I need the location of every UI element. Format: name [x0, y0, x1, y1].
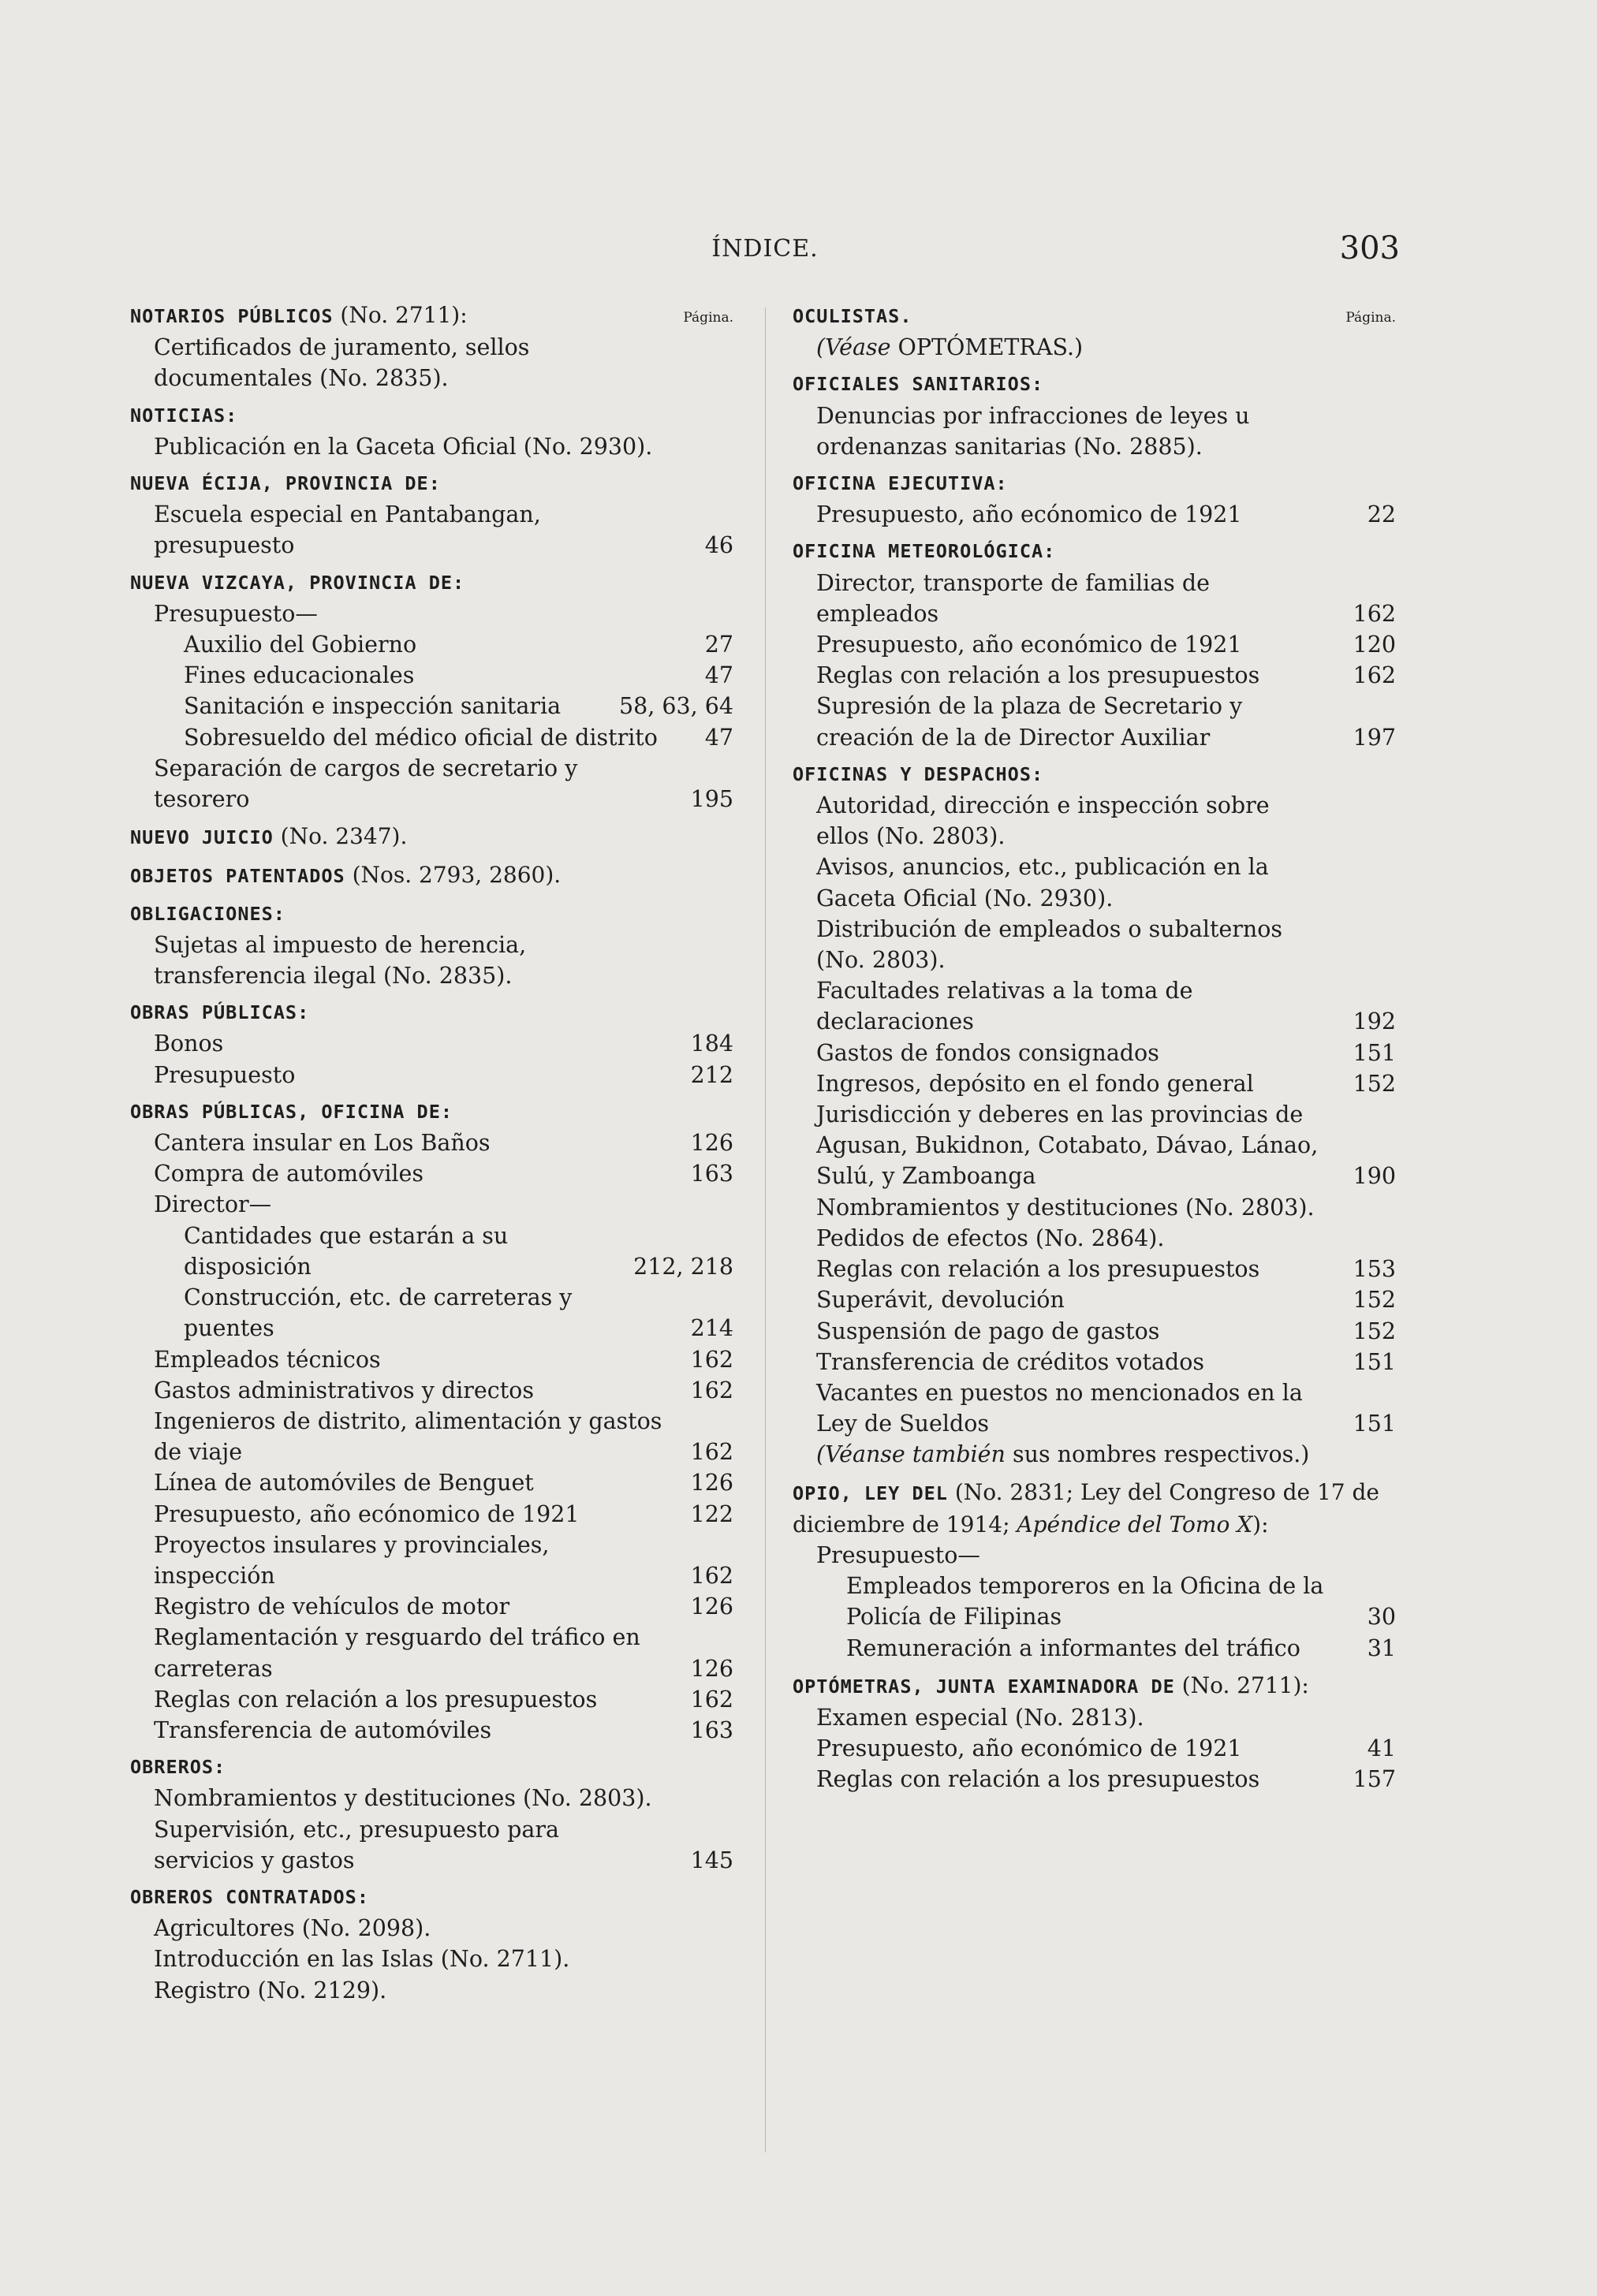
sub-heading: Director— — [154, 1191, 272, 1218]
entry-heading: OPIO, LEY DEL — [793, 1482, 948, 1504]
index-item: Denuncias por infracciones de leyes u ordenanzas sanitarias (No. 2885). — [816, 402, 1250, 460]
sub-heading: Presupuesto— — [816, 1541, 980, 1568]
entry-heading: OFICINA METEOROLÓGICA: — [793, 540, 1056, 563]
entry-heading: OBREROS: — [130, 1756, 226, 1779]
index-item: Director, transporte de familias de empleados 162 — [816, 569, 1396, 627]
index-column-left — [130, 300, 733, 2012]
index-item: Presupuesto, año económico de 1921 41 — [816, 1735, 1396, 1762]
index-item: Presupuesto, año ecónomico de 1921 22 — [816, 501, 1396, 528]
index-column-right — [793, 300, 1396, 1802]
entry-heading: NOTICIAS: — [130, 404, 238, 427]
index-item: Pedidos de efectos (No. 2864). — [816, 1224, 1165, 1251]
index-item: Bonos 184 — [154, 1031, 733, 1057]
index-item: Fines educacionales 47 — [184, 662, 733, 689]
index-item: Ingenieros de distrito, alimentación y gastos de viaje 162 — [154, 1407, 733, 1466]
index-entry — [130, 1882, 733, 2006]
index-entry — [793, 759, 1396, 1470]
index-entry: NUEVO JUICIO (No. 2347). — [130, 823, 408, 850]
index-item: Ingresos, depósito en el fondo general 152 — [816, 1070, 1396, 1097]
see-also-note: (Véanse también sus nombres respectivos.) — [816, 1441, 1310, 1468]
index-entry — [130, 997, 733, 1090]
index-item: Sujetas al impuesto de herencia, transferencia ilegal (No. 2835). — [154, 931, 527, 990]
index-item: Presupuesto, año económico de 1921 120 — [816, 632, 1396, 658]
index-item: Sobresueldo del médico oficial de distrito 47 — [184, 724, 733, 751]
index-item: Agricultores (No. 2098). — [154, 1915, 431, 1942]
index-item: Transferencia de créditos votados 151 — [816, 1348, 1396, 1375]
index-item: Vacantes en puestos no mencionados en la Ley de Sueldos 151 — [816, 1379, 1396, 1437]
index-item: Reglamentación y resguardo del tráfico en carreteras 126 — [154, 1624, 733, 1682]
index-item: Suspensión de pago de gastos 152 — [816, 1318, 1396, 1344]
index-item: Presupuesto 212 — [154, 1061, 733, 1088]
page-header — [130, 230, 1400, 282]
index-entry — [130, 1097, 733, 1746]
entry-heading: OBREROS CONTRATADOS: — [130, 1885, 369, 1908]
index-item: Escuela especial en Pantabangan, presupuesto 46 — [154, 501, 733, 559]
index-item: Remuneración a informantes del tráfico 31 — [846, 1634, 1396, 1661]
index-entry — [130, 568, 733, 815]
index-item: Autoridad, dirección e inspección sobre ellos (No. 2803). — [816, 792, 1270, 850]
index-item: Presupuesto, año ecónomico de 1921 122 — [154, 1500, 733, 1527]
index-entry — [130, 1752, 733, 1876]
index-entry — [793, 300, 1396, 363]
index-item: Cantera insular en Los Baños 126 — [154, 1130, 733, 1157]
index-item: Superávit, devolución 152 — [816, 1287, 1396, 1314]
index-item: Proyectos insulares y provinciales, inspección 162 — [154, 1531, 733, 1589]
index-item: Separación de cargos de secretario y tesorero 195 — [154, 755, 733, 813]
sub-heading: Presupuesto— — [154, 600, 318, 627]
entry-heading: OBRAS PÚBLICAS, OFICINA DE: — [130, 1100, 453, 1123]
index-item: Jurisdicción y deberes en las provincias de Agusan, Bukidnon, Cotabato, Dávao, Lánao, Sulú, y Zamboanga 190 — [816, 1101, 1396, 1190]
index-item: Empleados temporeros en la Oficina de la Policía de Filipinas 30 — [846, 1573, 1396, 1631]
page-number: 303 — [1339, 230, 1400, 266]
entry-heading: OFICINA EJECUTIVA: — [793, 472, 1008, 495]
entry-heading: OPTÓMETRAS, JUNTA EXAMINADORA DE — [793, 1675, 1175, 1698]
index-entry: OBJETOS PATENTADOS (Nos. 2793, 2860). — [130, 862, 562, 889]
index-item: Sanitación e inspección sanitaria 58, 63, 64 — [184, 693, 733, 720]
index-item: Transferencia de automóviles 163 — [154, 1716, 733, 1743]
index-item: Reglas con relación a los presupuestos 162 — [154, 1686, 733, 1713]
index-item: Supresión de la plaza de Secretario y creación de la de Director Auxiliar 197 — [816, 693, 1396, 751]
index-item: Distribución de empleados o subalternos (No. 2803). — [816, 915, 1283, 974]
index-item: Publicación en la Gaceta Oficial (No. 2930). — [154, 433, 653, 460]
index-item: Certificados de juramento, sellos documentales (No. 2835). — [154, 334, 530, 392]
entry-heading: NUEVO JUICIO — [130, 826, 274, 849]
index-item: Nombramientos y destituciones (No. 2803). — [816, 1194, 1315, 1221]
index-item: Línea de automóviles de Benguet 126 — [154, 1470, 733, 1496]
index-item: Cantidades que estarán a su disposición 212, 218 — [184, 1222, 733, 1280]
entry-heading: OBRAS PÚBLICAS: — [130, 1001, 310, 1024]
index-item: Introducción en las Islas (No. 2711). — [154, 1946, 570, 1973]
index-entry: OPIO, LEY DEL (No. 2831; Ley del Congreso de 17 de diciembre de 1914; Apéndice del Tomo X): Presupuesto— Empleados temporeros en la Oficina de la Policía de Filipinas 30 Remuneración a informantes del tráfico 31 — [793, 1477, 1396, 1664]
index-item: Reglas con relación a los presupuestos 162 — [816, 662, 1396, 689]
page-title: ÍNDICE. — [711, 235, 819, 263]
index-entry: OPTÓMETRAS, JUNTA EXAMINADORA DE (No. 2711): Examen especial (No. 2813). Presupuesto, año económico de 1921 41 Reglas con relación a los presupuestos 157 — [793, 1670, 1396, 1795]
entry-heading: OFICIALES SANITARIOS: — [793, 373, 1044, 396]
index-item: Compra de automóviles 163 — [154, 1161, 733, 1187]
index-item: Reglas con relación a los presupuestos 157 — [816, 1766, 1396, 1793]
see-reference: (Véase OPTÓMETRAS.) — [816, 334, 1084, 361]
index-item: Registro (No. 2129). — [154, 1977, 387, 2003]
index-item: Avisos, anuncios, etc., publicación en la Gaceta Oficial (No. 2930). — [816, 854, 1269, 911]
index-item: Supervisión, etc., presupuesto para servicios y gastos 145 — [154, 1816, 733, 1873]
column-divider — [765, 308, 766, 2152]
index-item: Empleados técnicos 162 — [154, 1346, 733, 1373]
index-item: Reglas con relación a los presupuestos 153 — [816, 1256, 1396, 1283]
index-entry — [130, 899, 733, 992]
index-entry — [130, 401, 733, 462]
index-entry — [793, 468, 1396, 530]
index-item: Registro de vehículos de motor 126 — [154, 1593, 733, 1620]
pagina-label: Página. — [683, 310, 733, 326]
entry-heading: OBLIGACIONES: — [130, 902, 285, 925]
index-item: Facultades relativas a la toma de declaraciones 192 — [816, 978, 1396, 1035]
entry-heading: OCULISTAS. — [793, 305, 912, 327]
index-entry — [793, 369, 1396, 462]
index-item: Construcción, etc. de carreteras y puentes 214 — [184, 1284, 733, 1342]
index-entry — [793, 536, 1396, 752]
index-item: Nombramientos y destituciones (No. 2803). — [154, 1785, 652, 1812]
pagina-label: Página. — [1345, 310, 1396, 326]
index-item: Examen especial (No. 2813). — [816, 1704, 1144, 1731]
index-entry: NOTARIOS PÚBLICOS (No. 2711): Página. Certificados de juramento, sellos documentales (No. 2835). — [130, 300, 733, 394]
entry-heading: OBJETOS PATENTADOS — [130, 865, 345, 888]
entry-heading: NUEVA VIZCAYA, PROVINCIA DE: — [130, 571, 465, 594]
index-item: Gastos de fondos consignados 151 — [816, 1039, 1396, 1066]
index-item: Auxilio del Gobierno 27 — [184, 632, 733, 658]
entry-heading: NOTARIOS PÚBLICOS — [130, 305, 334, 327]
entry-heading: NUEVA ÉCIJA, PROVINCIA DE: — [130, 472, 441, 495]
entry-heading: OFICINAS Y DESPACHOS: — [793, 762, 1044, 785]
index-item: Gastos administrativos y directos 162 — [154, 1377, 733, 1403]
index-entry — [130, 468, 733, 561]
